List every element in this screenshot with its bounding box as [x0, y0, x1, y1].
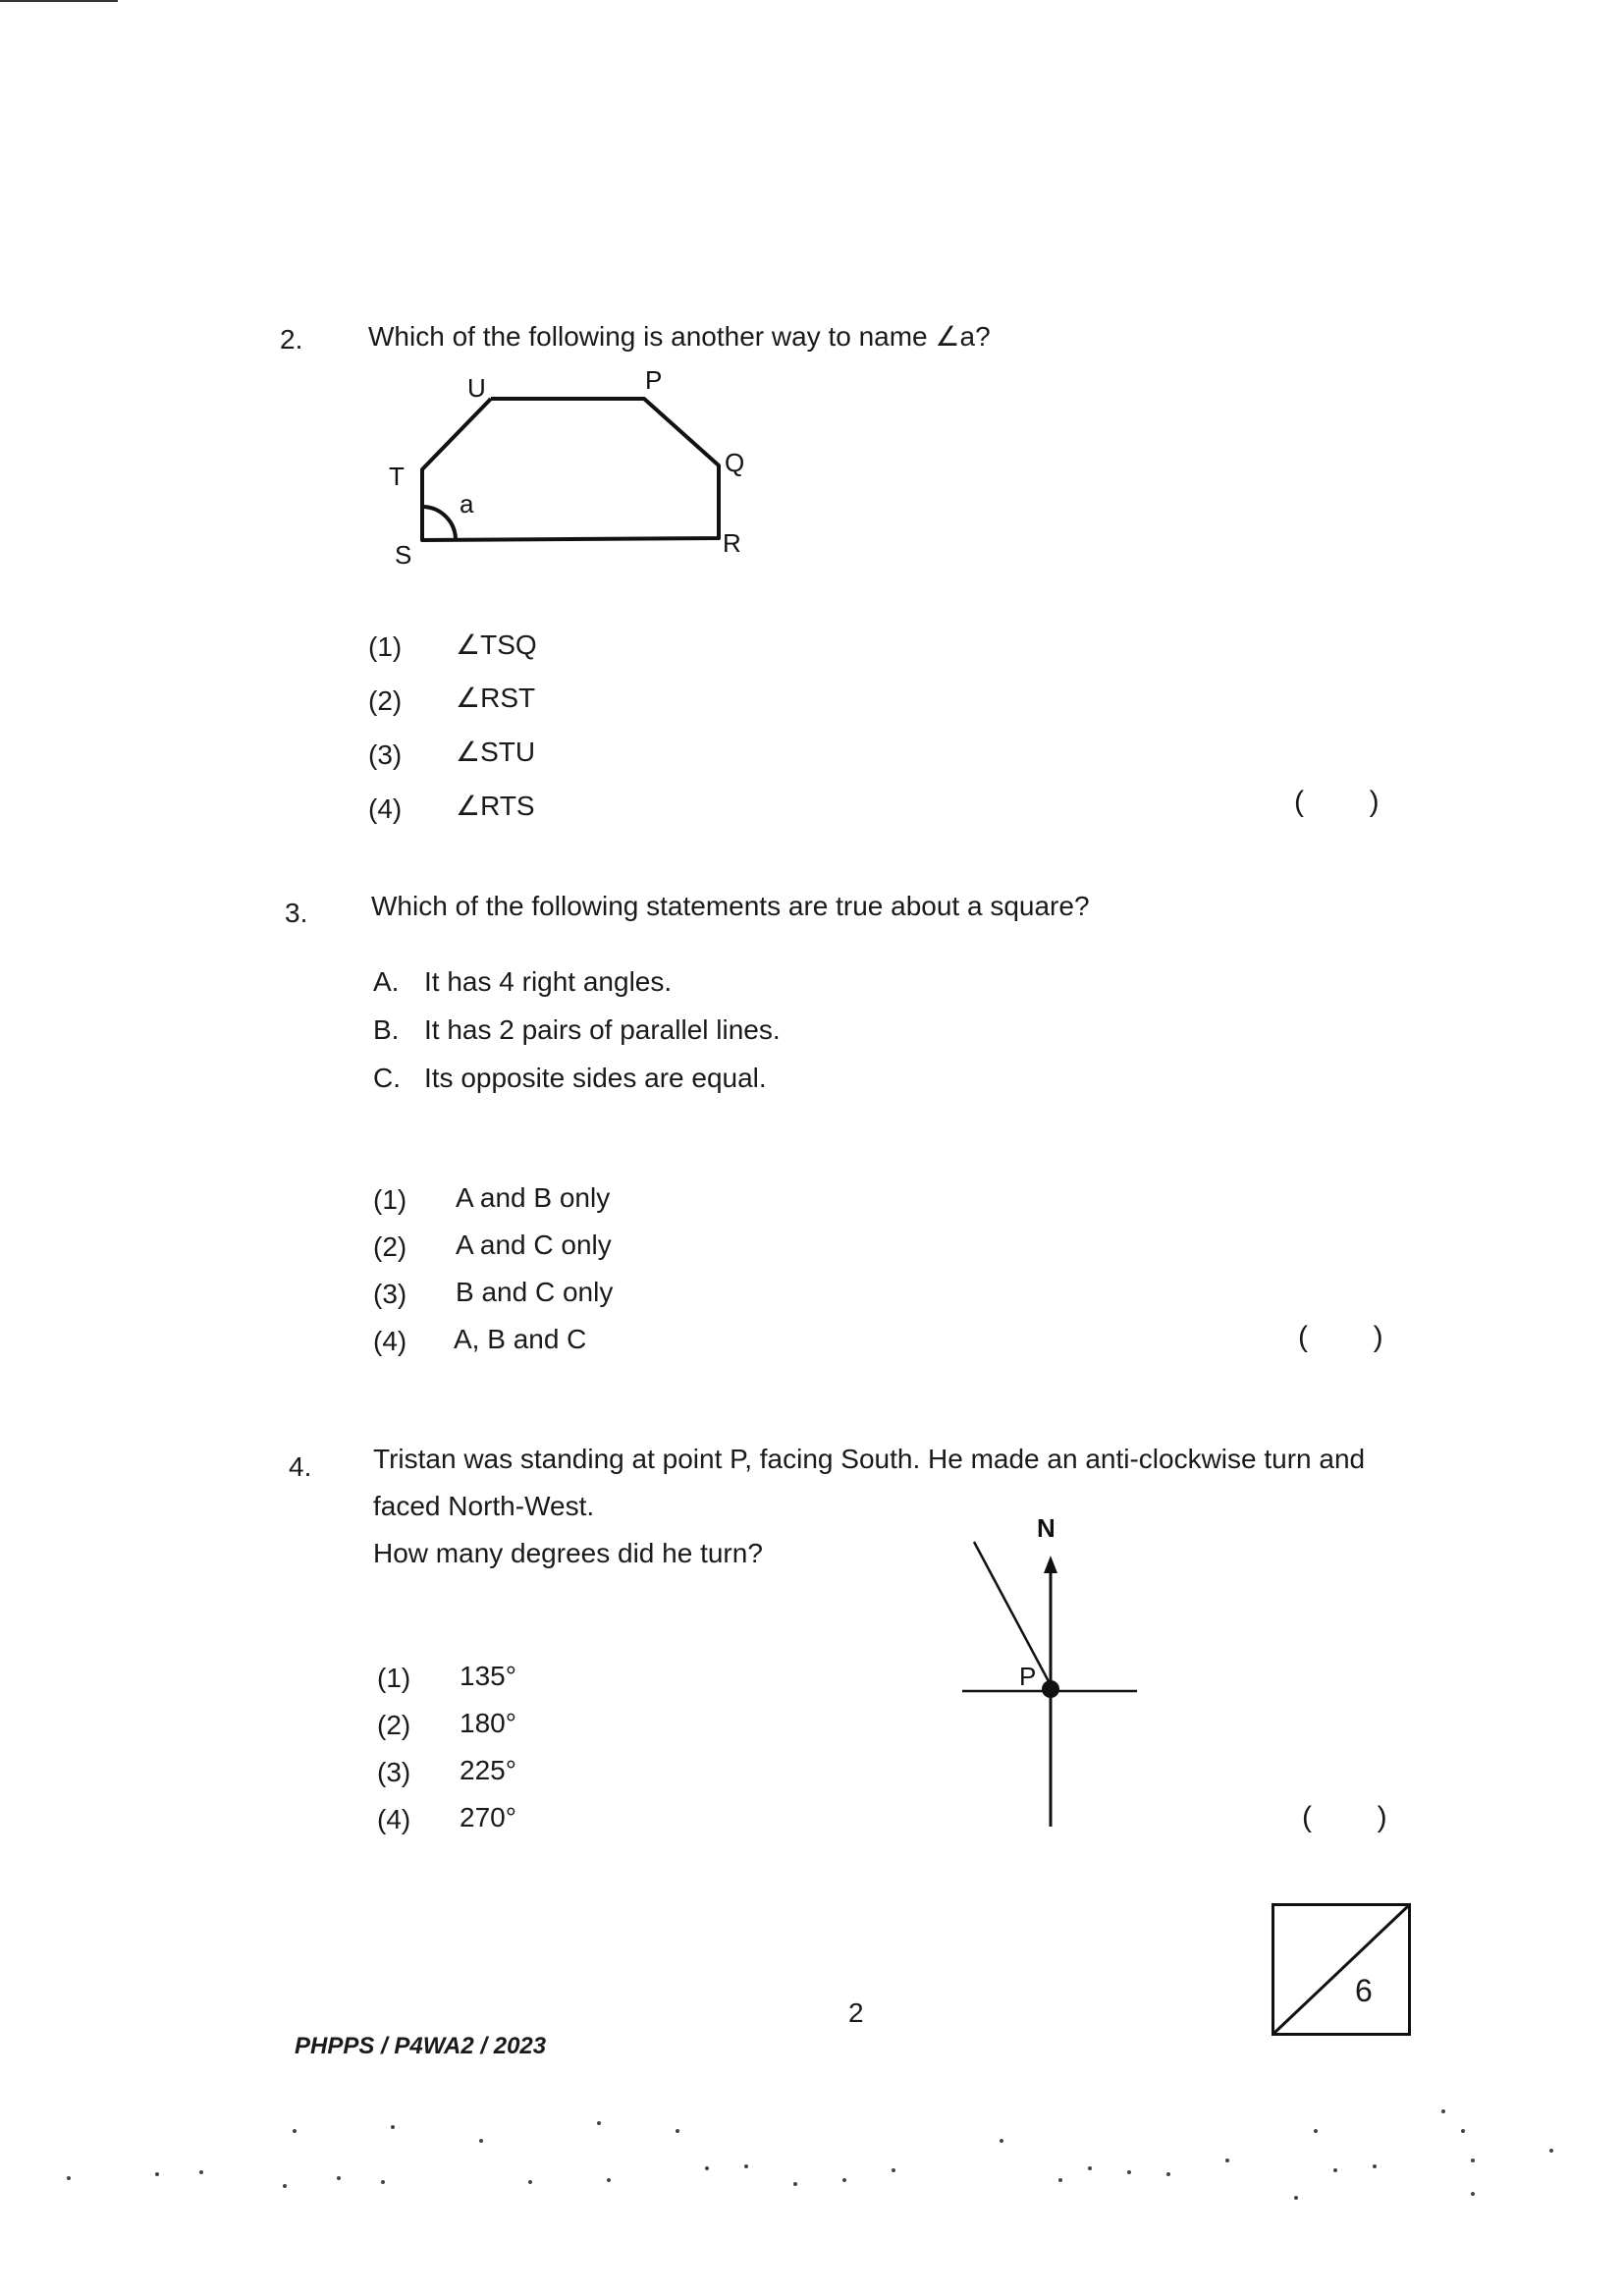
q2-option-4-num: (4)	[368, 793, 403, 824]
marks-box	[1272, 1903, 1411, 2036]
q3-number: 3.	[285, 898, 308, 928]
q2-option-2-num: (2)	[368, 685, 403, 716]
q4-option-2-num: (2)	[377, 1710, 411, 1740]
marks-box-diagonal	[1274, 1906, 1408, 2033]
label-P: P	[1019, 1662, 1037, 1691]
label-U: U	[467, 373, 486, 403]
q3-text: Which of the following statements are true about a square?	[371, 891, 1090, 921]
marks-total: 6	[1355, 1973, 1373, 2008]
q3-option-3-num: (3)	[373, 1279, 407, 1309]
label-P: P	[645, 365, 663, 395]
label-Q: Q	[725, 448, 745, 477]
q3-option-2-num: (2)	[373, 1231, 407, 1262]
q2-answer-bracket[interactable]: ( )	[1294, 786, 1380, 818]
q3-answer-bracket[interactable]: ( )	[1298, 1321, 1383, 1353]
header-rule	[0, 0, 118, 2]
q4-option-3-num: (3)	[377, 1757, 411, 1787]
q3-statement-B-text: It has 2 pairs of parallel lines.	[424, 1014, 781, 1045]
q4-text-line2: faced North-West.	[373, 1491, 595, 1521]
q3-statement-B-label: B.	[373, 1014, 400, 1045]
q4-text-line3: How many degrees did he turn?	[373, 1538, 763, 1568]
q4-compass-diagram	[943, 1503, 1159, 1846]
q3-statement-A-label: A.	[373, 966, 400, 997]
q3-option-4-text: A, B and C	[454, 1324, 587, 1354]
q2-option-1-num: (1)	[368, 631, 403, 662]
q4-number: 4.	[289, 1451, 312, 1482]
footer-code: PHPPS / P4WA2 / 2023	[295, 2033, 547, 2059]
q2-option-2-text: ∠RST	[456, 683, 536, 713]
q2-polygon-diagram	[373, 363, 785, 589]
q4-option-2-text: 180°	[460, 1708, 516, 1738]
q4-option-1-num: (1)	[377, 1663, 411, 1693]
label-N: N	[1037, 1513, 1056, 1543]
q2-option-1-text: ∠TSQ	[456, 629, 537, 660]
q3-option-3-text: B and C only	[456, 1277, 614, 1307]
label-R: R	[723, 528, 741, 558]
q2-option-3-num: (3)	[368, 739, 403, 770]
label-a: a	[460, 489, 474, 519]
q4-option-3-text: 225°	[460, 1755, 516, 1785]
q3-statement-A-text: It has 4 right angles.	[424, 966, 673, 997]
q4-option-4-num: (4)	[377, 1804, 411, 1834]
label-T: T	[389, 462, 405, 491]
q3-statement-C-text: Its opposite sides are equal.	[424, 1063, 767, 1093]
q2-text: Which of the following is another way to name ∠a?	[368, 321, 991, 352]
q3-option-1-num: (1)	[373, 1184, 407, 1215]
q4-option-1-text: 135°	[460, 1661, 516, 1691]
q3-option-2-text: A and C only	[456, 1230, 612, 1260]
label-S: S	[395, 540, 412, 570]
scan-noise	[0, 2092, 1624, 2219]
page-number: 2	[848, 1997, 864, 2028]
q2-option-3-text: ∠STU	[456, 737, 536, 767]
q4-text-line1: Tristan was standing at point P, facing South. He made an anti-clockwise turn and	[373, 1444, 1366, 1474]
q3-statement-C-label: C.	[373, 1063, 401, 1093]
q4-answer-bracket[interactable]: ( )	[1302, 1801, 1387, 1833]
q3-option-4-num: (4)	[373, 1326, 407, 1356]
q2-number: 2.	[280, 324, 303, 355]
q3-option-1-text: A and B only	[456, 1182, 611, 1213]
q2-option-4-text: ∠RTS	[456, 791, 535, 821]
q4-option-4-text: 270°	[460, 1802, 516, 1832]
